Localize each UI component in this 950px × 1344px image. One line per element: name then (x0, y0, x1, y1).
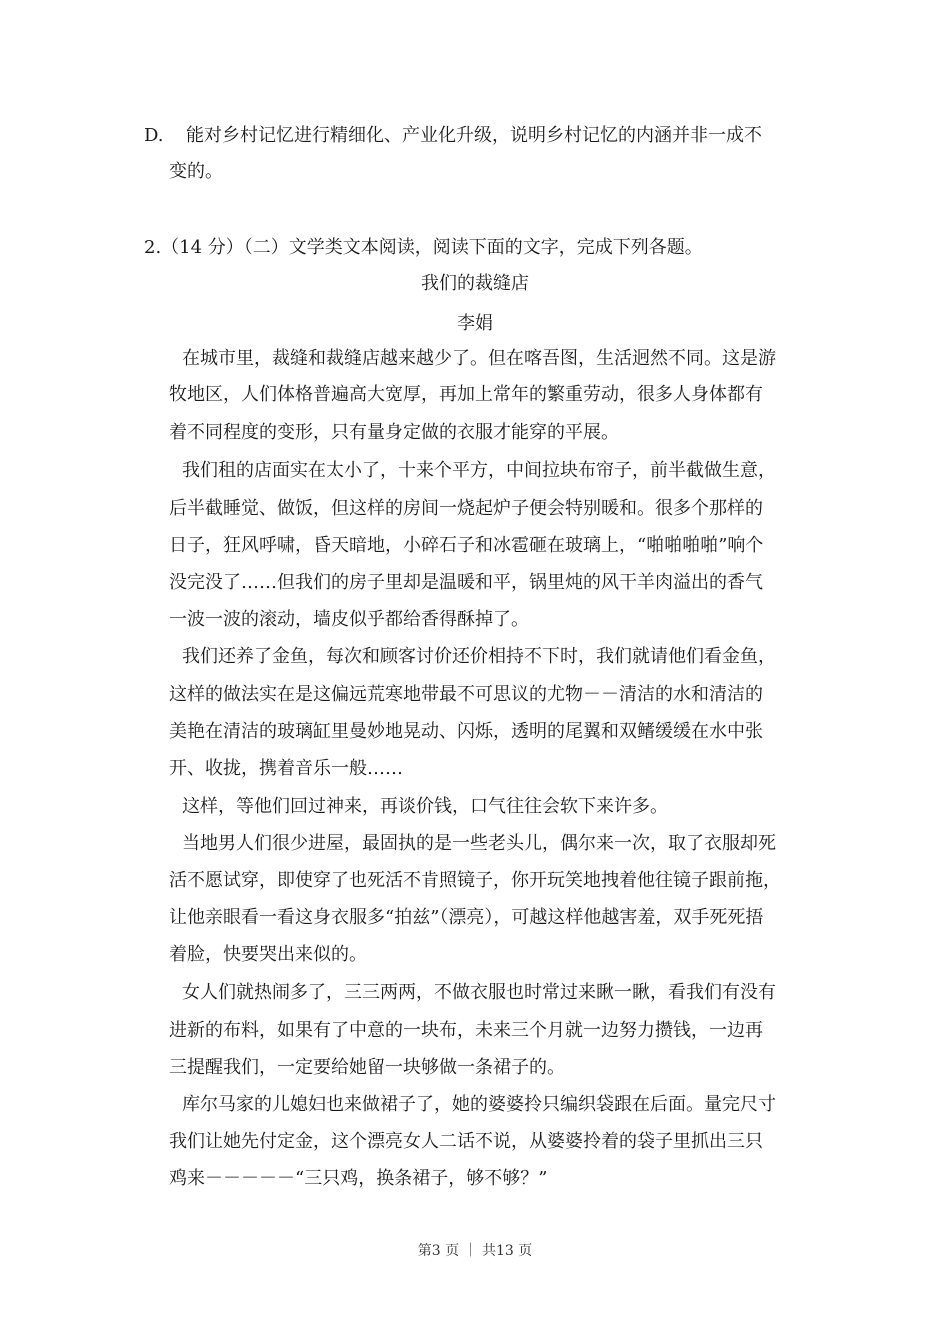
page-footer: 第3 页 ｜ 共13 页 (417, 1243, 533, 1259)
paragraph-1-line-3: 着不同程度的变形，只有量身定做的衣服才能穿的平展。 (169, 422, 619, 443)
paragraph-1-line-2: 牧地区，人们体格普遍高大宽厚，再加上常年的繁重劳动，很多人身体都有 (169, 384, 763, 405)
paragraph-2-line-3: 日子，狂风呼啸，昏天暗地，小碎石子和冰雹砸在玻璃上，“啪啪啪啪”响个 (169, 535, 764, 556)
passage-title: 我们的裁缝店 (421, 273, 529, 294)
paragraph-5-line-3: 让他亲眼看一看这身衣服多“拍兹”（漂亮），可越这样他越害羞，双手死死捂 (169, 907, 764, 928)
question-header: 2.（14 分）（二）文学类文本阅读，阅读下面的文字，完成下列各题。 (144, 237, 703, 258)
option-d-text-line1: 能对乡村记忆进行精细化、产业化升级，说明乡村记忆的内涵并非一成不 (186, 125, 762, 146)
passage-author: 李娟 (457, 313, 493, 334)
paragraph-2-line-4: 没完没了……但我们的房子里却是温暖和平，锅里炖的风干羊肉溢出的香气 (169, 572, 763, 593)
paragraph-6-line-2: 进新的布料，如果有了中意的一块布，未来三个月就一边努力攒钱，一边再 (169, 1020, 763, 1041)
paragraph-4-line-1: 这样，等他们回过神来，再谈价钱，口气往往会软下来许多。 (182, 796, 668, 817)
paragraph-3-line-3: 美艳在清洁的玻璃缸里曼妙地晃动、闪烁，透明的尾翼和双鳍缓缓在水中张 (169, 721, 763, 742)
paragraph-7-line-2: 我们让她先付定金，这个漂亮女人二话不说，从婆婆拎着的袋子里抓出三只 (169, 1131, 763, 1152)
paragraph-3-line-2: 这样的做法实在是这偏远荒寒地带最不可思议的尤物－－清洁的水和清洁的 (169, 684, 763, 705)
paragraph-2-line-5: 一波一波的滚动，墙皮似乎都给香得酥掉了。 (169, 609, 529, 630)
paragraph-7-line-3: 鸡来－－－－－“三只鸡，换条裙子，够不够？” (169, 1168, 548, 1189)
paragraph-3-line-1: 我们还养了金鱼，每次和顾客讨价还价相持不下时，我们就请他们看金鱼， (182, 646, 776, 667)
paragraph-5-line-4: 着脸，快要哭出来似的。 (169, 944, 367, 965)
option-d-label: D. (144, 125, 164, 146)
paragraph-2-line-1: 我们租的店面实在太小了，十来个平方，中间拉块布帘子，前半截做生意， (182, 460, 776, 481)
paragraph-6-line-1: 女人们就热闹多了，三三两两，不做衣服也时常过来瞅一瞅，看我们有没有 (182, 982, 776, 1003)
paragraph-2-line-2: 后半截睡觉、做饭，但这样的房间一烧起炉子便会特别暖和。很多个那样的 (169, 498, 763, 519)
paragraph-3-line-4: 开、收拢，携着音乐一般…… (169, 758, 403, 779)
paragraph-6-line-3: 三提醒我们，一定要给她留一块够做一条裙子的。 (169, 1057, 565, 1078)
paragraph-5-line-2: 活不愿试穿，即使穿了也死活不肯照镜子，你开玩笑地拽着他往镜子跟前拖， (169, 870, 781, 891)
paragraph-1-line-1: 在城市里，裁缝和裁缝店越来越少了。但在喀吾图，生活迥然不同。这是游 (182, 348, 776, 369)
paragraph-7-line-1: 库尔马家的儿媳妇也来做裙子了，她的婆婆拎只编织袋跟在后面。量完尺寸 (182, 1094, 776, 1115)
paragraph-5-line-1: 当地男人们很少进屋，最固执的是一些老头儿，偶尔来一次，取了衣服却死 (182, 833, 776, 854)
option-d-text-line2: 变的。 (169, 161, 223, 182)
